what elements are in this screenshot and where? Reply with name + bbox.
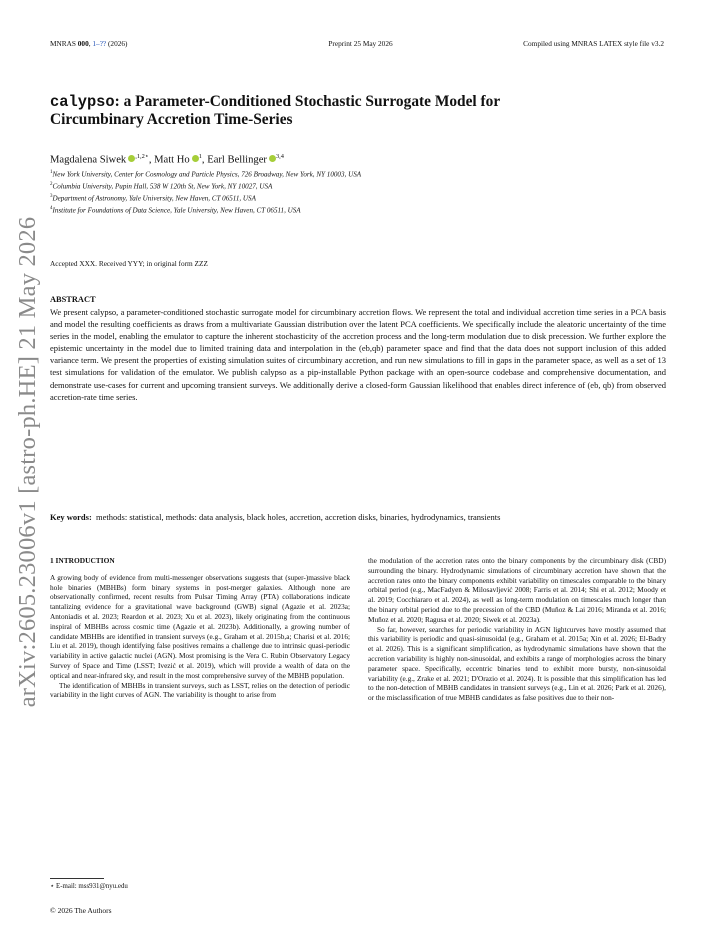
- copyright: © 2026 The Authors: [50, 906, 112, 915]
- title-code-name: calypso: [50, 93, 115, 111]
- arxiv-id: arXiv:2605.23006v1 [astro-ph.HE] 21 May 2026: [14, 216, 41, 708]
- affiliation: $^1$New York University, Center for Cosmology and Particle Physics, 726 Broadway, New York, NY 10003, USA: [50, 170, 362, 179]
- running-header-preprint: Preprint 25 May 2026: [328, 39, 393, 48]
- paragraph: the modulation of the accretion rates onto the binary components by the circumbinary disk (CBD) surrounding the binary. Hydrodynamic simulations of circumbinary accretion have shown that the accretion rates onto the binary components exhibit variability on timescales comparable to the binary orbital period (e.g., MacFadyen & Milosavljević 2008; Farris et al. 2014; Shi et al. 2012; Moody et al. 2019; Cocchiararo et al. 2024), as well as long-term modulation on timescales much longer than the binary orbital period due to the precession of the CBD (Muñoz & Lai 2016; Miranda et al. 2016; Muñoz et al. 2020; Ragusa et al. 2020; Siwek et al. 2023a).: [368, 556, 666, 624]
- column-left: [50, 556, 350, 700]
- paragraph: So far, however, searches for periodic variability in AGN lightcurves have mostly assumed that this variability is periodic and quasi-sinusoidal (e.g., Graham et al. 2015a; Xin et al. 2026; El-Badry et al. 2026). This is a significant simplification, as hydrodynamic simulations have shown that the accretion variability is highly non-sinusoidal, and exhibits a range of morphologies across the binary parameter space. Specifically, eccentric binaries tend to exhibit more bursty, non-sinusoidal variability (e.g., Zrake et al. 2021; D'Orazio et al. 2024). It is possible that this simplification has led to the non-detection of MBHB candidates in transient surveys (e.g., Lin et al. 2026; Park et al. 2026), or the misclassification of true MBHB candidates as false positives due to their non-: [368, 624, 666, 703]
- running-header-journal: MNRAS 000, 1–?? (2026): [50, 39, 128, 48]
- affiliation: $^3$Department of Astronomy, Yale University, New Haven, CT 06511, USA: [50, 193, 256, 203]
- accepted-line: Accepted XXX. Received YYY; in original form ZZZ: [50, 259, 208, 268]
- orcid-icon[interactable]: [269, 155, 276, 162]
- affiliation: $^4$Institute for Foundations of Data Science, Yale University, New Haven, CT 06511, USA: [50, 205, 301, 215]
- keywords-label: Key words:: [50, 512, 92, 522]
- abstract-heading: ABSTRACT: [50, 295, 96, 304]
- author-list: Magdalena Siwek $^{,1,2⋆}$, Matt Ho $^1$, Earl Bellinger $^{3,4}$: [50, 153, 284, 166]
- author-name: Earl Bellinger: [207, 154, 267, 166]
- affiliation: $^2$Columbia University, Pupin Hall, 538 W 120th St, New York, NY 10027, USA: [50, 181, 273, 191]
- paper-title: calypso: a Parameter-Conditioned Stochastic Surrogate Model for Circumbinary Accretion Time-Series: [50, 93, 501, 128]
- affiliation-list: [50, 168, 361, 216]
- paragraph: The identification of MBHBs in transient surveys, such as LSST, relies on the detection of periodic variability in the light curves of AGN. The variability is thought to arise from: [50, 680, 350, 700]
- column-right: [368, 556, 666, 703]
- section-heading: 1 INTRODUCTION: [50, 556, 115, 565]
- arxiv-stamp: [8, 216, 48, 708]
- footnote-email: ⋆ E-mail: mss931@nyu.edu: [50, 883, 128, 890]
- footnote-rule: [50, 878, 104, 879]
- abstract-text: We present calypso, a parameter-conditioned stochastic surrogate model for circumbinary accretion flows. We represent the total and individual accretion time series in a PCA basis and model the resulting coefficients as draws from a multivariate Gaussian distribution over the latent PCA coefficients. We specifically include the aleatoric uncertainty of the time series in the model, enabling the emulator to capture the inherent stochasticity of the accretion process and the long-term modulation due to disk precession. We further explore the epistemic uncertainty in the model due to limited training data and interpolation in the (eb,qb) parameter space and find that the data does not support inclusion of this added variance term. We present the properties of existing simulation suites of circumbinary accretion, and run new simulations to fill in gaps in the parameter space, as well as a set of 13 test simulations for validation of the emulator. We publish calypso as a pip-installable Python package with an open-source codebase and comprehensive documentation, and demonstrate use-cases for current and upcoming transient surveys. We additionally derive a closed-form Gaussian likelihood that enables direct inference of (eb, qb) from observed accretion-rate time series.: [50, 307, 666, 402]
- paragraph: A growing body of evidence from multi-messenger observations suggests that (super-)massive black hole binaries (MBHBs) form binary systems in post-merger galaxies. Although none are observationally confirmed, recent results from Pulsar Timing Array (PTA) collaborations indicate tantalizing evidence for a gravitational wave background (GWB) signal (Agazie et al. 2023a; Antoniadis et al. 2023; Reardon et al. 2023; Xu et al. 2023), likely originating from the continuous inspiral of MBHBs across cosmic time (Agazie et al. 2023b). Additionally, a growing number of candidate MBHBs are identified in transient surveys (e.g., Graham et al. 2015b,a; Charisi et al. 2016; Liu et al. 2019), though identifying false positives remains a challenge due to intrinsic quasi-periodic variability in active galactic nuclei (AGN). Most promising is the Vera C. Rubin Observatory Legacy Survey of Space and Time (LSST; Ivezić et al. 2019), which will provide a wealth of data on the optical and near-infrared sky, and result in the most comprehensive survey of the MBHB population.: [50, 572, 350, 680]
- keywords: [50, 511, 666, 523]
- orcid-icon[interactable]: [192, 155, 199, 162]
- keywords-text: methods: statistical, methods: data analysis, black holes, accretion, accretion disks, binaries, hydrodynamics, transients: [96, 512, 501, 522]
- running-header-compiled: Compiled using MNRAS LATEX style file v3.2: [523, 39, 664, 48]
- author-name: Magdalena Siwek: [50, 154, 127, 166]
- author-name: Matt Ho: [154, 154, 190, 166]
- page-range-link[interactable]: 1–??: [92, 39, 107, 48]
